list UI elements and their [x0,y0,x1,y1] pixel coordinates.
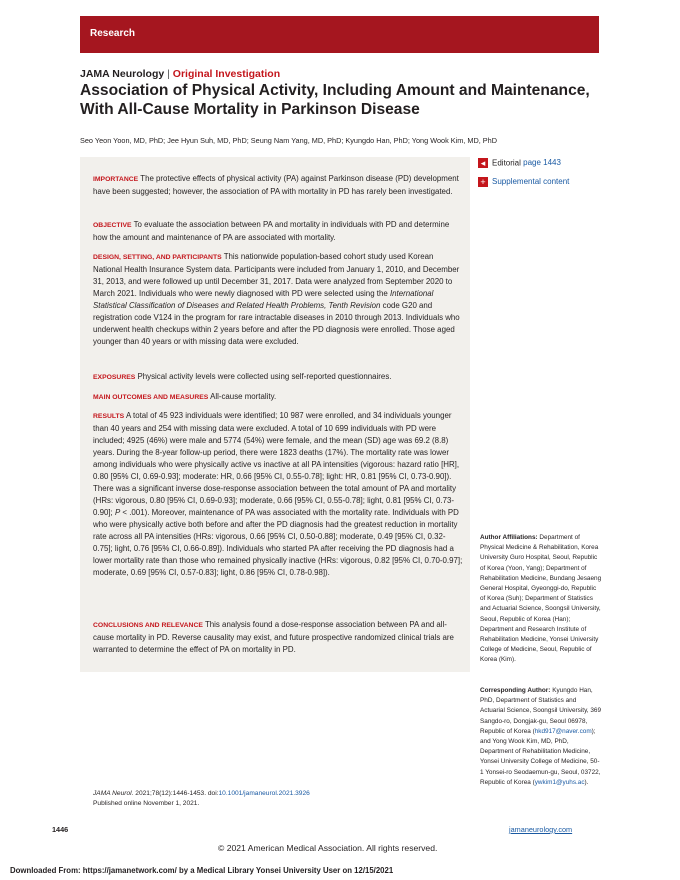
corresponding-text-2: ); and Yong Wook Kim, MD, PhD, Department of Rehabilitation Medicine, Yonsei University College of Medicine, 50-1 Yonsei-ro Seodaemun-gu, Seoul, 03722, Republic of Korea ( [480,727,601,786]
download-notice: Downloaded From: https://jamanetwork.com/ by a Medical Library Yonsei University User on 12/15/2021 [10,866,394,875]
conclusions-text: This analysis found a dose-response association between PA and all-cause mortality in PD. Reverse causality may exist, and future prospective randomized clinical trials are warranted to determine the effect of PA on mortality in PD. [93,620,454,654]
design-text-1: This nationwide population-based cohort study used Korean National Health Insurance System data. Participants were included from January 1, 2010, and December 31, 2013, and were followed up until December 31, 2017. Data were analyzed from September 2020 to March 2021. Individuals who were newly diagnosed with PD were selected using the [93,252,460,298]
abstract-importance [93,173,463,198]
journal-name: JAMA Neurology [80,68,165,80]
results-p-symbol: P [114,508,121,517]
design-label: DESIGN, SETTING, AND PARTICIPANTS [93,254,222,261]
results-label: RESULTS [93,413,125,420]
abstract-objective [93,219,463,244]
corresponding-label: Corresponding Author: [480,687,551,694]
supplemental-content-link[interactable]: Supplemental content [492,177,570,187]
copyright-notice: © 2021 American Medical Association. All rights reserved. [218,843,438,853]
affiliations-label: Author Affiliations: [480,534,538,541]
email-link-han[interactable]: hkd917@naver.com [534,727,592,735]
results-text-1: A total of 45 923 individuals were identified; 10 987 were enrolled, and 34 individuals younger than 40 years and 254 with missing data were excluded. A total of 10 699 individuals with PD were included; 4925 (46%) were male and 5774 (54%) were female, and the mean (SD) age was 69.2 (8.8) years. During the 8-year follow-up period, there were 1823 deaths (17%). The mortality rate was lower among individuals who were physically active vs inactive at all PA intensities (vigorous: hazard ratio [HR], 0.80 [95% CI, 0.69-0.93]; moderate: HR, 0.66 [95% CI, 0.55-0.78]; light: HR, 0.81 [95% CI, 0.73-0.90]). There was a significant inverse dose-response association between the total amount of PA and mortality (HRs: vigorous, 0.80 [95% CI, 0.69-0.93]; moderate, 0.66 [95% CI, 0.55-0.78]; light, 0.81 [95% CI, 0.73-0.90]; [93,411,460,517]
design-icd-title: International Statistical Classification of Diseases and Related Health Problems, Tenth Revision [93,289,434,310]
editorial-page-link[interactable]: page 1443 [523,158,561,168]
journal-separator: | [167,68,170,80]
outcomes-text: All-cause mortality. [210,392,277,401]
related-links [478,158,608,196]
corresponding-author [480,686,602,788]
design-text-2: code G20 and registration code V124 in the program for rare intractable diseases in 2010 through 2013. Individuals who underwent health checkups within 2 years before and after the PD diagnosis were enrolled. Those aged younger than 40 years or with missing data were excluded. [93,301,460,346]
author-affiliations [480,533,602,666]
email-link-kim[interactable]: ywkim1@yuhs.ac [534,778,585,786]
conclusions-label: CONCLUSIONS AND RELEVANCE [93,622,203,629]
doi-link[interactable]: 10.1001/jamaneurol.2021.3926 [218,790,310,797]
citation-details: 2021;78(12):1446-1453. doi: [135,790,219,797]
supplemental-link-row[interactable] [478,177,608,191]
article-title: Association of Physical Activity, Including Amount and Maintenance, With All-Cause Mortality in Parkinson Disease [80,82,590,118]
exposures-text: Physical activity levels were collected using self-reported questionnaires. [137,372,392,381]
corresponding-text-1: Kyungdo Han, PhD, Department of Statistics and Actuarial Science, Soongsil University, 369 Sangdo-ro, Dongjak-gu, Seoul 06978, Republic of Korea ( [480,687,602,735]
journal-line [80,68,280,80]
objective-text: To evaluate the association between PA and mortality in individuals with PD and determine how the amount and maintenance of PA are associated with mortality. [93,220,450,242]
outcomes-label: MAIN OUTCOMES AND MEASURES [93,394,209,401]
results-text-2: < .001). Moreover, maintenance of PA was associated with the mortality rate. Individuals with PD who were physically active both before and after the PD diagnosis had the greatest reduction in mortality rate across all PA intensities (HRs: vigorous, 0.66 [95% CI, 0.50-0.88]; moderate, 0.49 [95% CI, 0.32-0.75]; light, 0.76 [95% CI, 0.66-0.89]). Individuals who started PA after receiving the PD diagnosis had a lower mortality rate than those who remained physically inactive (HRs: vigorous, 0.82 [95% CI, 0.70-0.97]; moderate, 0.69 [95% CI, 0.57-0.83]; light, 0.86 [95% CI, 0.78-0.98]). [93,508,463,577]
published-date: Published online November 1, 2021. [93,800,200,807]
affiliations-text: Department of Physical Medicine & Rehabilitation, Korea University Guro Hospital, Seoul, Republic of Korea (Yoon, Yang); Department of Rehabilitation Medicine, Bundang Jesaeng General Hospital, Gyeonggi-do, Republic of Korea (Suh); Department of Statistics and Actuarial Science, Soongsil University, Seoul, Republic of Korea (Han); Department and Research Institute of Rehabilitation Medicine, Yonsei University College of Medicine, Seoul, Republic of Korea (Kim). [480,534,602,664]
exposures-label: EXPOSURES [93,374,136,381]
editorial-link-row[interactable] [478,158,608,172]
author-list: Seo Yeon Yoon, MD, PhD; Jee Hyun Suh, MD, PhD; Seung Nam Yang, MD, PhD; Kyungdo Han, PhD; Yong Wook Kim, MD, PhD [80,136,497,145]
objective-label: OBJECTIVE [93,222,132,229]
citation-journal: JAMA Neurol. [93,790,134,797]
editorial-label: Editorial [492,158,521,168]
abstract-design [93,251,463,348]
journal-site-link[interactable]: jamaneurology.com [509,825,573,834]
citation-block [93,789,393,809]
corresponding-text-3: ). [584,778,589,786]
importance-text: The protective effects of physical activity (PA) against Parkinson disease (PD) development have been suggested; however, the association of PA with mortality in PD has rarely been investigated. [93,174,459,196]
page-number: 1446 [52,825,69,834]
abstract-outcomes [93,391,463,404]
article-type: Original Investigation [172,68,281,80]
section-banner [80,16,599,53]
section-label: Research [90,28,136,39]
abstract-results [93,410,463,579]
plus-icon: + [478,177,488,187]
abstract-exposures [93,371,463,384]
abstract-conclusions [93,619,463,656]
arrow-left-icon: ◂ [478,158,488,168]
importance-label: IMPORTANCE [93,176,139,183]
